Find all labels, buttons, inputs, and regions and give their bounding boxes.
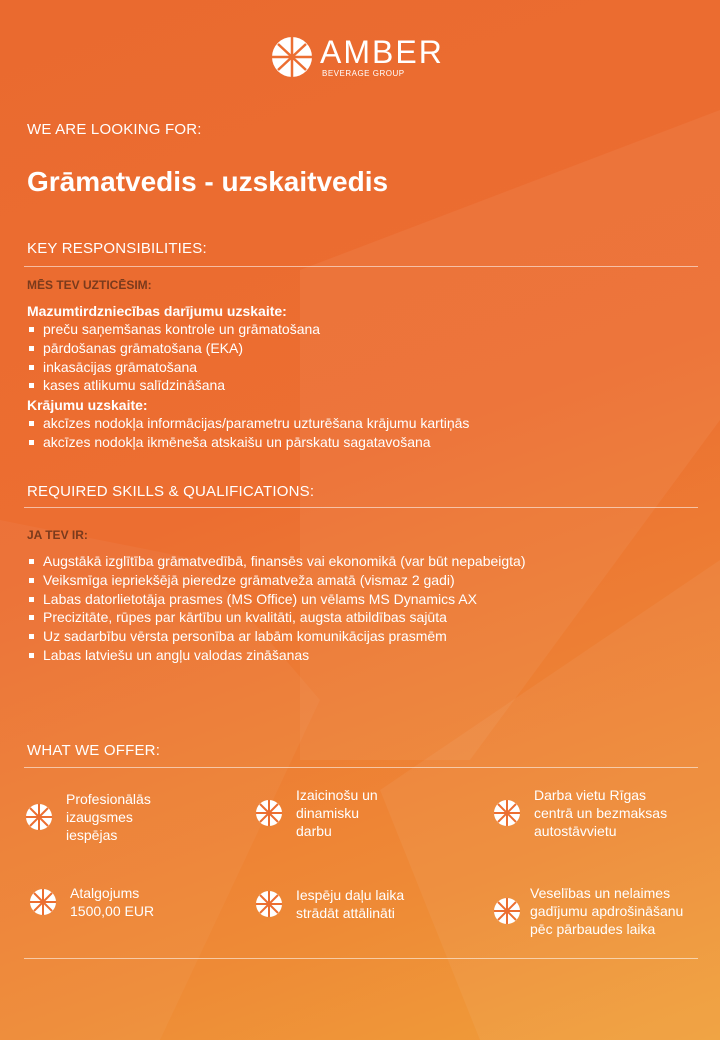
offer-text: Iespēju daļu laika strādāt attālināti — [296, 887, 405, 921]
list-item: preču saņemšanas kontrole un grāmatošana — [27, 320, 320, 339]
offer-item — [492, 884, 710, 938]
offer-heading: WHAT WE OFFER: — [27, 742, 161, 759]
list-item: Labas latviešu un angļu valodas zināšanas — [27, 646, 526, 665]
amber-globe-icon — [24, 802, 54, 832]
skills-heading: REQUIRED SKILLS & QUALIFICATIONS: — [27, 483, 315, 500]
amber-globe-icon — [254, 889, 284, 919]
section-divider — [24, 507, 698, 508]
retail-accounting-list — [27, 320, 320, 395]
amber-globe-icon — [270, 35, 314, 79]
section-divider — [24, 767, 698, 768]
list-item: kases atlikumu salīdzināšana — [27, 376, 320, 395]
amber-globe-icon — [492, 896, 522, 926]
offer-item — [254, 886, 426, 922]
job-title: Grāmatvedis - uzskaitvedis — [27, 166, 389, 197]
offer-item — [28, 884, 200, 920]
offer-text: Darba vietu Rīgas centrā un bezmaksas autostāvvietu — [534, 787, 668, 839]
offer-text: Izaicinošu un dinamisku darbu — [296, 787, 378, 839]
list-item: Uz sadarbību vērsta personība ar labām komunikācijas prasmēm — [27, 627, 526, 646]
offer-item — [492, 786, 704, 840]
section-divider — [24, 958, 698, 959]
offer-text: Veselības un nelaimes gadījumu apdrošināšanu pēc pārbaudes laika — [530, 885, 684, 937]
responsibilities-heading: KEY RESPONSIBILITIES: — [27, 240, 207, 257]
list-item: akcīzes nodokļa ikmēneša atskaišu un pārskatu sagatavošana — [27, 433, 469, 452]
offer-item — [24, 790, 196, 844]
amber-logo — [270, 35, 444, 79]
list-item: Precizitāte, rūpes par kārtību un kvalitāti, augsta atbildības sajūta — [27, 608, 526, 627]
offer-text: Atalgojums 1500,00 EUR — [70, 885, 155, 919]
amber-globe-icon — [28, 887, 58, 917]
list-item: Labas datorlietotāja prasmes (MS Office) un vēlams MS Dynamics AX — [27, 590, 526, 609]
amber-globe-icon — [492, 798, 522, 828]
inventory-accounting-title: Krājumu uzskaite: — [27, 397, 148, 413]
amber-globe-icon — [254, 798, 284, 828]
skills-list — [27, 552, 526, 665]
looking-for-heading: WE ARE LOOKING FOR: — [27, 121, 202, 138]
list-item: Veiksmīga iepriekšējā pieredze grāmatveža amatā (vismaz 2 gadi) — [27, 571, 526, 590]
list-item: pārdošanas grāmatošana (EKA) — [27, 339, 320, 358]
offer-text: Profesionālās izaugsmes iespējas — [66, 791, 151, 843]
retail-accounting-title: Mazumtirdzniecības darījumu uzskaite: — [27, 303, 287, 319]
logo-subtitle: BEVERAGE GROUP — [322, 68, 405, 78]
responsibilities-sub-label: MĒS TEV UZTICĒSIM: — [27, 278, 152, 292]
skills-sub-label: JA TEV IR: — [27, 528, 88, 542]
logo-wordmark: AMBER — [320, 33, 444, 70]
inventory-accounting-list — [27, 414, 469, 452]
list-item: Augstākā izglītība grāmatvedībā, finansēs vai ekonomikā (var būt nepabeigta) — [27, 552, 526, 571]
list-item: akcīzes nodokļa informācijas/parametru uzturēšana krājumu kartiņās — [27, 414, 469, 433]
offer-item — [254, 786, 426, 840]
list-item: inkasācijas grāmatošana — [27, 358, 320, 377]
section-divider — [24, 266, 698, 267]
